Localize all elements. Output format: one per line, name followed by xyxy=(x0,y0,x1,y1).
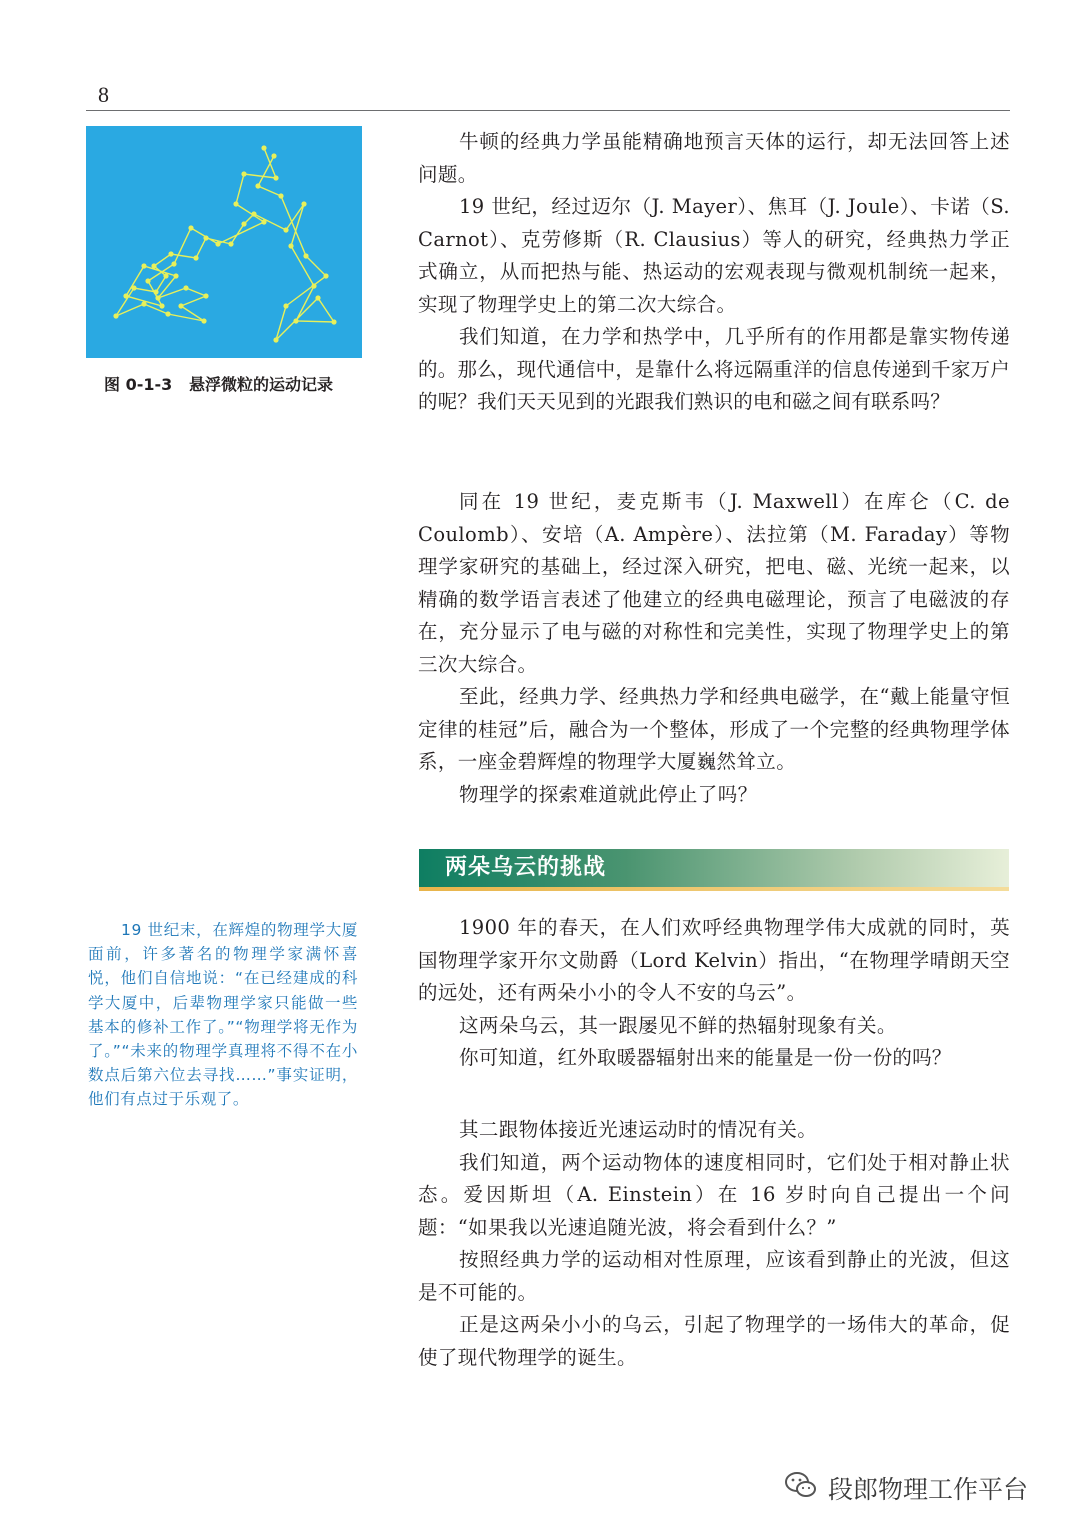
particle-position-dot xyxy=(151,263,156,268)
question-paragraph: 我们知道，在力学和热学中，几乎所有的作用都是靠实物传递的。那么，现代通信中，是靠什么将远隔重洋的信息传递到千家万户的呢？我们天天见到的光跟我们熟识的电和磁之间有联系吗？ xyxy=(418,325,1010,413)
brownian-motion-figure xyxy=(86,126,362,358)
particle-position-dot xyxy=(203,235,208,240)
paragraph: 这两朵乌云，其一跟屡见不鲜的热辐射现象有关。 xyxy=(459,1013,897,1037)
wechat-icon xyxy=(784,1470,818,1506)
particle-position-dot xyxy=(271,153,276,158)
particle-position-dot xyxy=(261,219,266,224)
particle-position-dot xyxy=(288,243,293,248)
particle-position-dot xyxy=(123,293,128,298)
particle-position-dot xyxy=(153,289,158,294)
paragraph: 至此，经典力学、经典热力学和经典电磁学，在“戴上能量守恒定律的桂冠”后，融合为一个整体，形成了一个完整的经典物理学体系，一座金碧辉煌的物理学大厦巍然耸立。 xyxy=(418,685,1010,773)
particle-position-dot xyxy=(173,273,178,278)
paragraph: 19 世纪，经过迈尔（J. Mayer）、焦耳（J. Joule）、卡诺（S. Carnot）、克劳修斯（R. Clausius）等人的研究，经典热力学正式确立，从而把热与能、热运动的宏观表现与微观机制统一起来，实现了物理学史上的第二次大综合。 xyxy=(418,195,1010,316)
particle-position-dot xyxy=(283,227,288,232)
particle-position-dot xyxy=(273,175,278,180)
particle-position-dot xyxy=(113,313,118,318)
section-banner xyxy=(419,849,1009,887)
section-banner-underline xyxy=(419,887,1009,891)
particle-position-dot xyxy=(283,303,288,308)
figure-caption: 图 0-1-3 悬浮微粒的运动记录 xyxy=(104,375,333,394)
paragraph: 我们知道，两个运动物体的速度相同时，它们处于相对静止状态。爱因斯坦（A. Einstein）在 16 岁时向自己提出一个问题：“如果我以光速追随光波，将会看到什么？” xyxy=(418,1150,1010,1239)
main-text-block-1 xyxy=(418,126,1010,419)
particle-position-dot xyxy=(215,241,220,246)
particle-position-dot xyxy=(251,211,256,216)
section-title: 两朵乌云的挑战 xyxy=(445,855,607,880)
particle-position-dot xyxy=(203,293,208,298)
paragraph: 其二跟物体接近光速运动时的情况有关。 xyxy=(459,1118,818,1141)
paragraph: 1900 年的春天，在人们欢呼经典物理学伟大成就的同时，英国物理学家开尔文勋爵（Lord Kelvin）指出，“在物理学晴朗天空的远处，还有两朵小小的令人不安的乌云”。 xyxy=(418,916,1010,1004)
particle-position-dot xyxy=(201,318,206,323)
particle-position-dot xyxy=(241,171,246,176)
particle-position-dot xyxy=(228,241,233,246)
paragraph: 牛顿的经典力学虽能精确地预言天体的运行，却无法回答上述问题。 xyxy=(418,130,1010,186)
question-paragraph: 你可知道，红外取暖器辐射出来的能量是一份一份的吗？ xyxy=(459,1046,952,1069)
sidebar-note: 19 世纪末，在辉煌的物理学大厦面前，许多著名的物理学家满怀喜悦，他们自信地说：“在已经建成的科学大厦中，后辈物理学家只能做一些基本的修补工作了。”“物理学将无作为了。”“未来的物理学真理将不得不在小数点后第六位去寻找……”事实证明，他们有点过于乐观了。 xyxy=(88,921,358,1109)
particle-position-dot xyxy=(233,201,238,206)
paragraph: 同在 19 世纪，麦克斯韦（J. Maxwell）在库仑（C. de Coulomb）、安培（A. Ampère）、法拉第（M. Faraday）等物理学家研究的基础上，经过深入研究，把电、磁、光统一起来，以精确的数学语言表述了他建立的经典电磁理论，预言了电磁波的存在，充分显示了电与磁的对称性和完美性，实现了物理学史上的第三次大综合。 xyxy=(418,490,1010,676)
particle-position-dot xyxy=(168,251,173,256)
particle-position-dot xyxy=(301,201,306,206)
particle-position-dot xyxy=(278,193,283,198)
particle-position-dot xyxy=(141,301,146,306)
particle-position-dot xyxy=(178,303,183,308)
brownian-trace-plot xyxy=(86,126,362,358)
particle-position-dot xyxy=(145,278,150,283)
particle-position-dot xyxy=(261,145,266,150)
particle-position-dot xyxy=(141,263,146,268)
main-text-block-3 xyxy=(418,912,1010,1075)
particle-position-dot xyxy=(331,319,336,324)
particle-position-dot xyxy=(193,255,198,260)
particle-trajectory xyxy=(116,148,334,340)
particle-position-dot xyxy=(131,285,136,290)
particle-position-dot xyxy=(241,221,246,226)
main-text-block-4 xyxy=(418,1114,1010,1374)
particle-position-dot xyxy=(155,295,160,300)
page-number: 8 xyxy=(98,82,109,107)
particle-position-dot xyxy=(183,285,188,290)
paragraph: 正是这两朵小小的乌云，引起了物理学的一场伟大的革命，促使了现代物理学的诞生。 xyxy=(418,1313,1010,1369)
particle-position-dot xyxy=(303,253,308,258)
particle-position-dot xyxy=(293,318,298,323)
paragraph: 物理学的探索难道就此停止了吗？ xyxy=(459,782,758,806)
particle-position-dot xyxy=(165,311,170,316)
particle-position-dot xyxy=(163,273,168,278)
particle-position-dot xyxy=(311,283,316,288)
particle-position-dot xyxy=(273,337,278,342)
main-text-block-2 xyxy=(418,486,1010,811)
particle-position-dot xyxy=(171,261,176,266)
watermark-text: 段郎物理工作平台 xyxy=(828,1475,1029,1504)
particle-position-dot xyxy=(255,183,260,188)
watermark xyxy=(784,1468,1028,1508)
particle-position-dot xyxy=(159,303,164,308)
paragraph: 按照经典力学的运动相对性原理，应该看到静止的光波，但这是不可能的。 xyxy=(418,1248,1010,1304)
particle-position-dot xyxy=(315,295,320,300)
header-rule xyxy=(86,110,1010,111)
particle-position-dot xyxy=(323,273,328,278)
particle-position-dot xyxy=(188,225,193,230)
